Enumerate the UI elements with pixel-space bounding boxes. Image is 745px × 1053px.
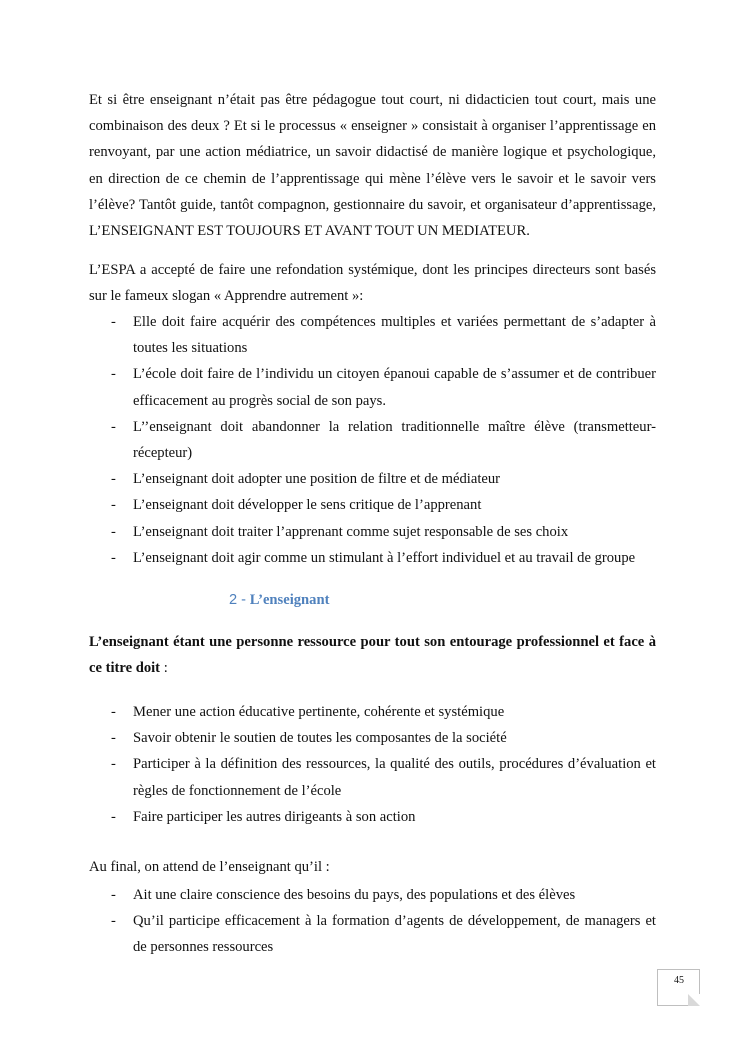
page-corner-edge xyxy=(699,970,700,994)
section-heading xyxy=(229,589,329,611)
list-item: - L’enseignant doit adopter une position de filtre et de médiateur xyxy=(111,471,501,488)
page-number-box xyxy=(657,969,700,1006)
list-item: - L’enseignant doit agir comme un stimulant à l’effort individuel et au travail de groupe xyxy=(111,549,636,566)
expectations-intro: Au final, on attend de l’enseignant qu’il : xyxy=(89,859,330,875)
section-number: 2 - xyxy=(229,592,247,608)
intro-paragraph: Et si être enseignant n’était pas être pédagogue tout court, ni didacticien tout court, mais une combinaison des deux ? Et si le processus « enseigner » consistait à organiser l’apprentissage en renvoyant, par une action médiatrice, un savoir didactisé de manière logique et psychologique, en direction de ce chemin de l’apprentissage qui mène l’élève vers le savoir et le savoir vers l’élève? Tantôt guide, tantôt compagnon, gestionnaire du savoir, et organisateur d’apprentissage, L’ENSEIGNANT EST TOUJOURS ET AVANT TOUT UN MEDIATEUR. xyxy=(89,92,656,240)
list-item: - L’enseignant doit traiter l’apprenant comme sujet responsable de ses choix xyxy=(111,523,569,540)
teacher-role-paragraph: L’enseignant étant une personne ressource pour tout son entourage professionnel et face à ce titre doit : xyxy=(89,634,656,677)
list-item: - L’école doit faire de l’individu un citoyen épanoui capable de s’assumer et de contribuer efficacement au progrès social de son pays. xyxy=(111,366,656,409)
principles-list xyxy=(89,309,656,571)
list-item: - Savoir obtenir le soutien de toutes les composantes de la société xyxy=(111,730,507,747)
list-item: - Mener une action éducative pertinente, cohérente et systémique xyxy=(111,704,505,720)
section-title: L’enseignant xyxy=(249,592,330,608)
list-item: - Faire participer les autres dirigeants à son action xyxy=(111,808,416,825)
list-item: - Elle doit faire acquérir des compétences multiples et variées permettant de s’adapter à toutes les situations xyxy=(111,314,656,357)
page-curl-icon xyxy=(688,994,700,1006)
page-number: 45 xyxy=(674,975,684,986)
list-item: - L’enseignant doit développer le sens critique de l’apprenant xyxy=(111,497,482,514)
list-item: - Ait une claire conscience des besoins du pays, des populations et des élèves xyxy=(111,887,576,903)
list-item: - Participer à la définition des ressources, la qualité des outils, procédures d’évaluation et règles de fonctionnement de l’école xyxy=(111,756,656,799)
list-item: - L’’enseignant doit abandonner la relation traditionnelle maître élève (transmetteur-récepteur) xyxy=(111,418,656,462)
list-item: - Qu’il participe efficacement à la formation d’agents de développement, de managers et de personnes ressources xyxy=(111,913,656,956)
teacher-actions-list xyxy=(89,699,656,830)
expectations-list xyxy=(89,882,656,961)
page-corner-edge xyxy=(658,1005,688,1006)
espa-paragraph: L’ESPA a accepté de faire une refondation systémique, dont les principes directeurs sont basés sur le fameux slogan « Apprendre autrement »: xyxy=(89,262,656,305)
